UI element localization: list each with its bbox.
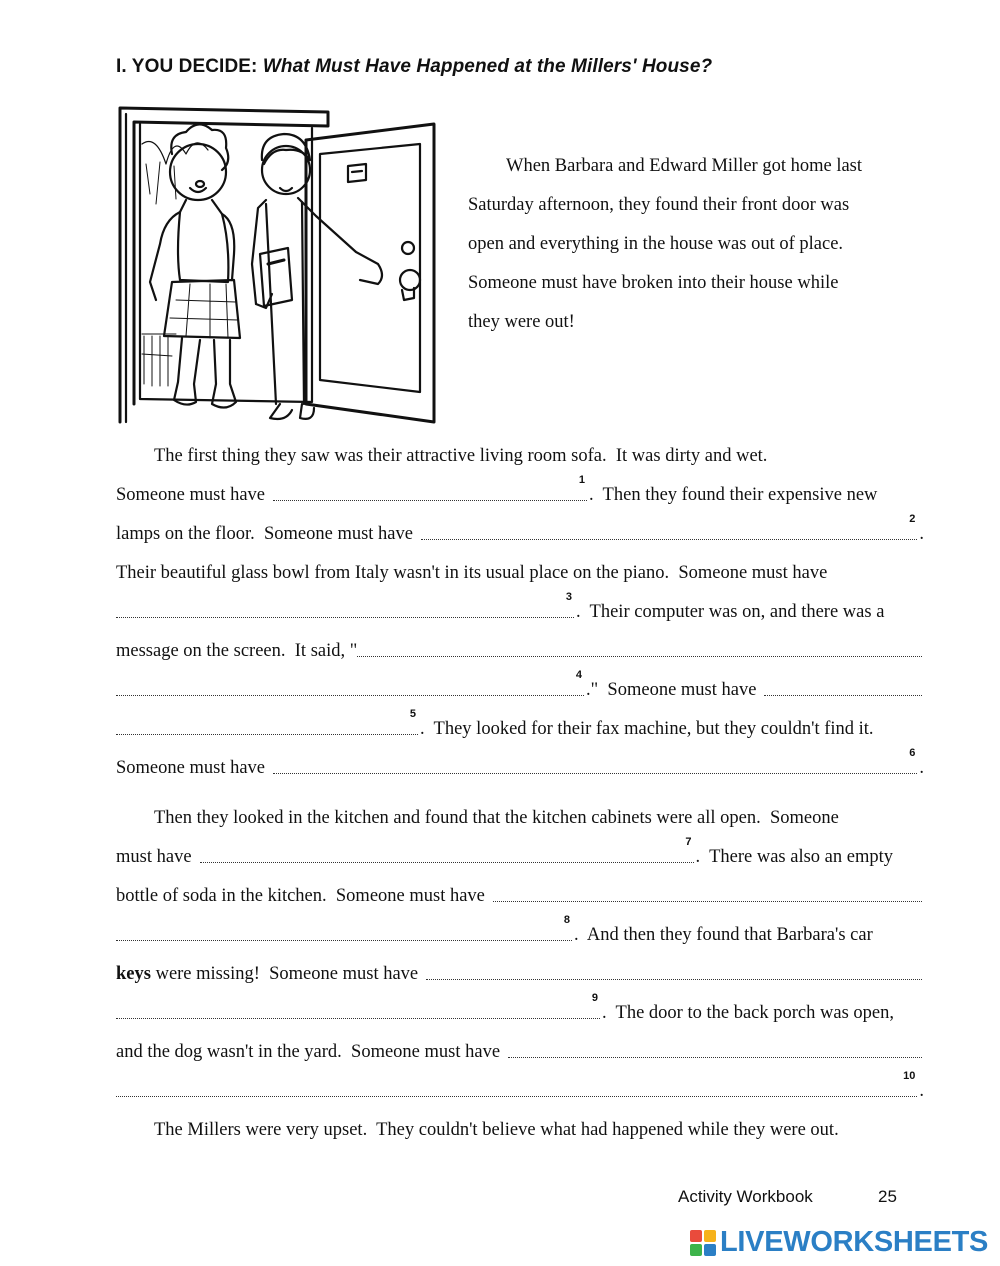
para2-line-1: Then they looked in the kitchen and found that the kitchen cabinets were all open. Someone <box>154 808 839 828</box>
blank-number-4: 4 <box>575 669 582 681</box>
title-question: What Must Have Happened at the Millers' House? <box>262 56 713 77</box>
worksheet-title <box>116 56 712 78</box>
para1-line-9: Someone must have 6 . <box>116 747 924 778</box>
answer-blank-10[interactable] <box>116 1070 917 1097</box>
para1-line-3: lamps on the floor. Someone must have 2 . <box>116 513 924 544</box>
blank-number-10: 10 <box>903 1070 916 1082</box>
answer-blank-9-start[interactable] <box>426 965 922 980</box>
intro-line-2: Saturday afternoon, they found their front door was <box>468 195 850 215</box>
answer-blank-4[interactable] <box>116 669 584 696</box>
workbook-label: Activity Workbook <box>678 1187 813 1206</box>
door-couple-illustration <box>116 104 438 430</box>
para2-line-2: must have 7 . There was also an empty <box>116 836 893 867</box>
blank-number-5: 5 <box>409 708 416 720</box>
intro-line-4: Someone must have broken into their house while <box>468 273 839 293</box>
para1-line-2: Someone must have 1 . Then they found their expensive new <box>116 474 878 505</box>
keys-bold-word: keys <box>116 964 151 984</box>
para2-line-6: 9 . The door to the back porch was open, <box>116 998 924 1024</box>
para1-line-6: message on the screen. It said, " <box>116 636 924 662</box>
blank-number-2: 2 <box>909 513 916 525</box>
blank-number-8: 8 <box>563 914 570 926</box>
liveworksheets-logo <box>690 1226 988 1259</box>
closing-line: The Millers were very upset. They couldn't believe what had happened while they were out. <box>154 1120 839 1140</box>
answer-blank-3[interactable] <box>116 591 574 618</box>
answer-blank-1[interactable] <box>273 474 587 501</box>
door-couple-icon <box>116 104 438 430</box>
title-prefix: I. YOU DECIDE: <box>116 56 258 77</box>
para2-line-3: bottle of soda in the kitchen. Someone must have <box>116 881 924 907</box>
blank-number-3: 3 <box>565 591 572 603</box>
para2-line-8: 10 . <box>116 1076 924 1102</box>
answer-blank-5[interactable] <box>116 708 418 735</box>
para1-line-4: Their beautiful glass bowl from Italy wasn't in its usual place on the piano. Someone must have <box>116 563 828 583</box>
intro-line-1: When Barbara and Edward Miller got home last <box>506 156 863 176</box>
para1-line-1: The first thing they saw was their attractive living room sofa. It was dirty and wet. <box>154 446 768 466</box>
para1-line-8: 5 . They looked for their fax machine, but they couldn't find it. <box>116 714 924 740</box>
blank-number-6: 6 <box>909 747 916 759</box>
intro-line-3: open and everything in the house was out of place. <box>468 234 844 254</box>
para1-line-5: 3 . Their computer was on, and there was a <box>116 597 924 623</box>
answer-blank-8-start[interactable] <box>493 887 922 902</box>
para1-line-7: 4 ." Someone must have <box>116 675 924 701</box>
answer-blank-9[interactable] <box>116 992 600 1019</box>
blank-number-1: 1 <box>578 474 586 486</box>
para2-line-5: keys were missing! Someone must have <box>116 959 924 985</box>
para2-line-4: 8 . And then they found that Barbara's car <box>116 920 924 946</box>
answer-blank-4-start[interactable] <box>357 642 922 657</box>
blank-number-7: 7 <box>685 836 692 848</box>
blank-number-9: 9 <box>591 992 598 1004</box>
intro-line-5: they were out! <box>468 312 575 332</box>
brand-name: LIVEWORKSHEETS <box>720 1226 989 1258</box>
answer-blank-5-start[interactable] <box>764 681 922 696</box>
page-number: 25 <box>878 1187 897 1206</box>
liveworksheets-logo-icon <box>690 1230 716 1256</box>
answer-blank-8[interactable] <box>116 914 572 941</box>
para2-line-7: and the dog wasn't in the yard. Someone must have <box>116 1037 924 1063</box>
answer-blank-10-start[interactable] <box>508 1043 922 1058</box>
